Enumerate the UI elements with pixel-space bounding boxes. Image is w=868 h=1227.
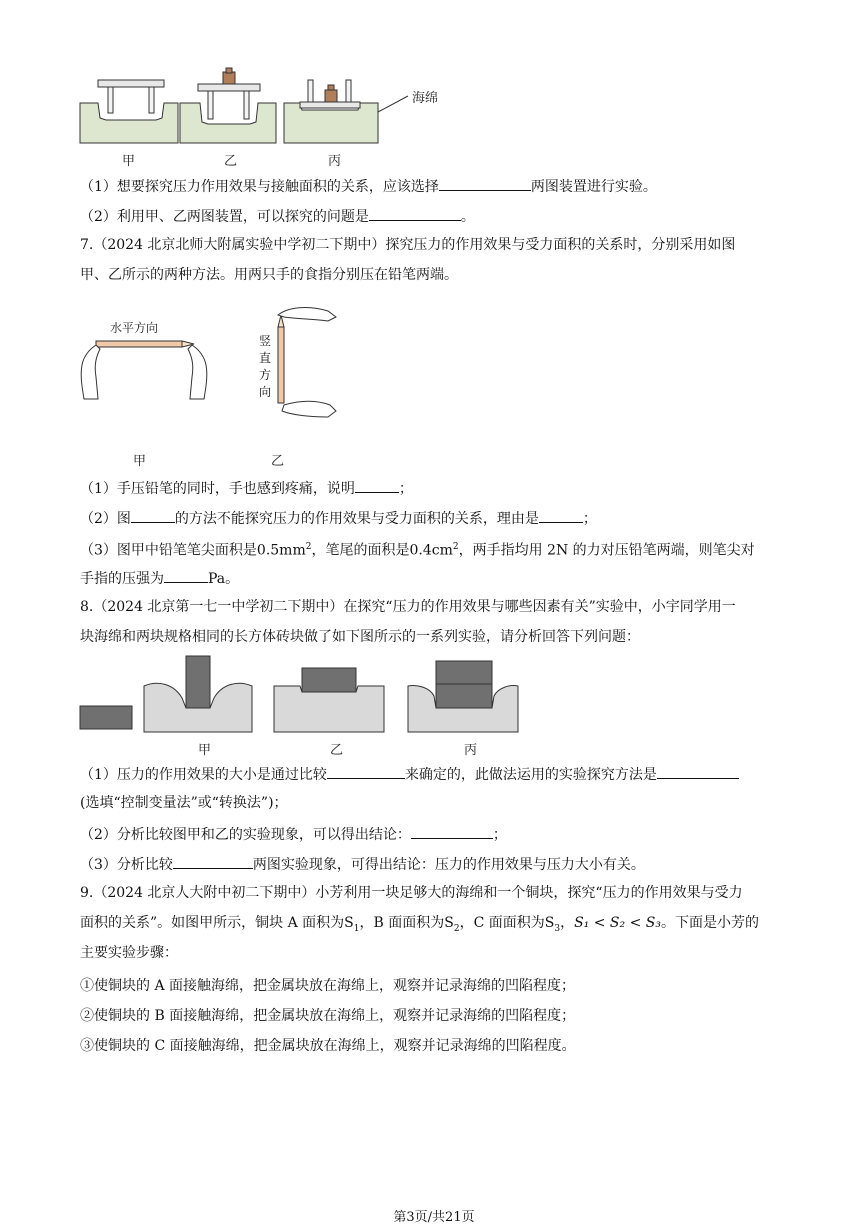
- q9-step1: ①使铜块的 A 面接触海绵，把金属块放在海绵上，观察并记录海绵的凹陷程度；: [80, 978, 576, 994]
- caption-jia: 甲: [198, 743, 212, 758]
- page-number: 第3页/共21页: [393, 1210, 475, 1225]
- answer-blank[interactable]: [173, 853, 253, 869]
- answer-blank[interactable]: [657, 763, 739, 779]
- q9-step2: ②使铜块的 B 面接触海绵，把金属块放在海绵上，观察并记录海绵的凹陷程度；: [80, 1008, 576, 1024]
- setup-jia: [80, 80, 178, 143]
- answer-blank[interactable]: [164, 567, 208, 583]
- q9-line1: 9.（2024 北京人大附中初二下期中）小芳利用一块足够大的海绵和一个铜块，探究“压力的作用效果与受力: [80, 885, 743, 901]
- setup-bing: [284, 80, 408, 143]
- sponge-yi: [274, 686, 384, 732]
- q8-part3: （3）分析比较 两图实验现象，可得出结论：压力的作用效果与压力大小有关。: [80, 853, 645, 875]
- q8-part1-line1: （1）压力的作用效果的大小是通过比较 来确定的，此做法运用的实验探究方法是: [80, 763, 739, 785]
- caption-jia: 甲: [122, 154, 136, 169]
- brick-flat: [302, 668, 356, 692]
- brick-vertical: [186, 656, 210, 708]
- label-vertical: 竖 直 方 向: [258, 334, 271, 399]
- label-horizontal: 水平方向: [110, 321, 159, 335]
- caption-yi: 乙: [330, 743, 344, 758]
- q6-part1: （1）想要探究压力作用效果与接触面积的关系，应该选择 两图装置进行实验。: [80, 175, 657, 197]
- caption-bing: 丙: [328, 154, 342, 169]
- q8-intro-line1: 8.（2024 北京第一七一中学初二下期中）在探究“压力的作用效果与哪些因素有关”实验中，小宇同学用一: [80, 599, 736, 615]
- answer-blank[interactable]: [131, 507, 175, 523]
- q7-part3-line2: 手指的压强为 Pa。: [80, 567, 239, 589]
- answer-blank[interactable]: [355, 477, 399, 493]
- caption-bing: 丙: [464, 743, 478, 758]
- brick-top: [436, 661, 492, 684]
- answer-blank[interactable]: [539, 507, 583, 523]
- caption-yi: 乙: [224, 154, 238, 169]
- answer-blank[interactable]: [439, 175, 531, 191]
- caption-jia: 甲: [133, 454, 147, 469]
- q7-intro-line1: 7.（2024 北京北师大附属实验中学初二下期中）探究压力的作用效果与受力面积的关系时，分别采用如图: [80, 237, 736, 253]
- pencil-horizontal: [81, 341, 207, 399]
- answer-blank[interactable]: [411, 823, 493, 839]
- pencil-vertical: [278, 308, 336, 417]
- brick-bottom: [436, 684, 492, 708]
- q6-part2: （2）利用甲、乙两图装置，可以探究的问题是 。: [80, 205, 475, 227]
- q9-step3: ③使铜块的 C 面接触海绵，把金属块放在海绵上，观察并记录海绵的凹陷程度。: [80, 1038, 576, 1054]
- setup-yi: [180, 68, 276, 143]
- q7-part3-line1: （3）图甲中铅笔笔尖面积是$0.5mm^2$，笔尾的面积是$0.4cm^2$，两手指均用 2N 的力对压铅笔两端，则笔尖对: [80, 542, 755, 559]
- answer-blank[interactable]: [369, 205, 461, 221]
- label-sponge: 海绵: [412, 91, 439, 106]
- figure-brick-sponge: [78, 652, 528, 738]
- q8-part1-line2: (选填“控制变量法”或“转换法”)；: [80, 795, 288, 811]
- q8-part2: （2）分析比较图甲和乙的实验现象，可以得出结论： ；: [80, 823, 507, 845]
- q9-line2: 面积的关系”。如图甲所示，铜块 A 面积为$S_1$，B 面面积为$S_2$，C 面面积为$S_3$，S₁ < S₂ < S₃。下面是小芳的: [80, 915, 759, 934]
- caption-yi: 乙: [271, 454, 285, 469]
- inequality: S₁ < S₂ < S₃: [574, 915, 661, 931]
- brick: [80, 706, 132, 729]
- q7-part2: （2）图 的方法不能探究压力的作用效果与受力面积的关系，理由是 ；: [80, 507, 597, 529]
- q9-line3: 主要实验步骤：: [80, 945, 178, 961]
- q7-part1: （1）手压铅笔的同时，手也感到疼痛，说明 ；: [80, 477, 413, 499]
- q7-intro-line2: 甲、乙所示的两种方法。用两只手的食指分别压在铅笔两端。: [80, 267, 458, 283]
- q8-intro-line2: 块海绵和两块规格相同的长方体砖块做了如下图所示的一系列实验，请分析回答下列问题：: [80, 629, 640, 645]
- answer-blank[interactable]: [327, 763, 405, 779]
- figure-sponge-tables: [78, 66, 418, 146]
